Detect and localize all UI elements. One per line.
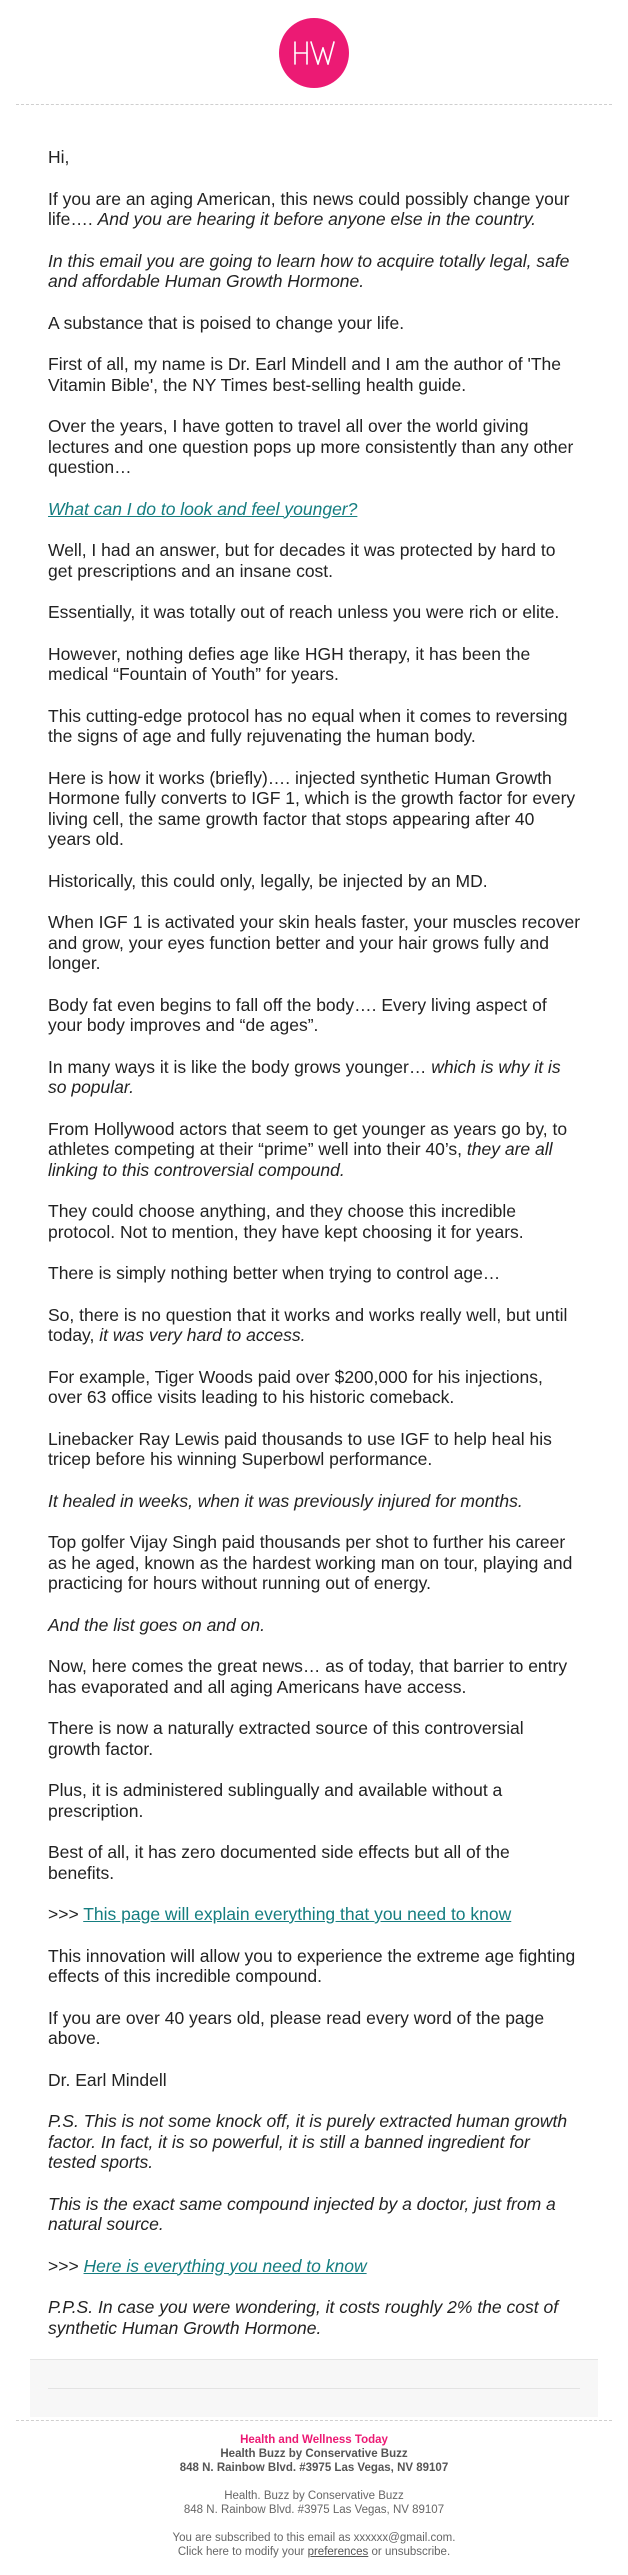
- emphasis-text: And the list goes on and on.: [48, 1614, 265, 1635]
- spacer: [16, 2475, 612, 2489]
- paragraph: This cutting-edge protocol has no equal when it comes to reversing the signs of age and fully rejuvenating the human body.: [48, 705, 568, 746]
- paragraph: [48, 1057, 580, 1098]
- paragraph: If you are over 40 years old, please read every word of the page above.: [48, 2007, 545, 2048]
- paragraph: [48, 1904, 580, 1925]
- paragraph: [48, 251, 580, 292]
- footer-spacer-box: [30, 2359, 598, 2417]
- text: If you are an aging American, this news could possibly change your life….: [48, 188, 570, 229]
- paragraph: Body fat even begins to fall off the body…. Every living aspect of your body improves and “de ages”.: [48, 994, 547, 1035]
- postscript: [48, 2194, 580, 2235]
- paragraph: There is now a naturally extracted source of this controversial growth factor.: [48, 1718, 524, 1759]
- unsubscribe-text[interactable]: unsubscribe.: [384, 2546, 451, 2558]
- paragraph: This innovation will allow you to experience the extreme age fighting effects of this incredible compound.: [48, 1945, 576, 1986]
- footer-address: 848 N. Rainbow Blvd. #3975 Las Vegas, NV 89107: [179, 2462, 449, 2474]
- divider: [48, 2388, 580, 2389]
- footer-address-secondary: 848 N. Rainbow Blvd. #3975 Las Vegas, NV 89107: [183, 2504, 445, 2516]
- link-text: Here is everything you need to know: [83, 2255, 367, 2276]
- paragraph: There is simply nothing better when trying to control age…: [48, 1263, 501, 1283]
- modify-line: [16, 2545, 612, 2559]
- emphasis-text: It healed in weeks, when it was previously injured for months.: [48, 1490, 523, 1511]
- post-postscript: [48, 2297, 580, 2338]
- text: From Hollywood actors that seem to get younger as years go by, to athletes competing at their “prime” well into their 40’s,: [48, 1118, 568, 1159]
- explain-everything-link[interactable]: This page will explain everything that you need to know: [83, 1904, 512, 1924]
- paragraph: A substance that is poised to change your life.: [48, 312, 405, 333]
- emphasis-text: In this email you are going to learn how to acquire totally legal, safe and affordable Human Growth Hormone.: [48, 250, 570, 291]
- paragraph: [48, 1119, 580, 1181]
- paragraph: For example, Tiger Woods paid over $200,000 for his injections, over 63 office visits leading to his historic comeback.: [48, 1366, 543, 1407]
- paragraph: When IGF 1 is activated your skin heals faster, your muscles recover and grow, your eyes function better and your hair grows fully and longer.: [48, 912, 581, 973]
- emphasis-text: This is the exact same compound injected by a doctor, just from a natural source.: [48, 2193, 556, 2234]
- footer-company: Health Buzz by Conservative Buzz: [220, 2448, 408, 2460]
- paragraph: [48, 2256, 580, 2277]
- look-younger-link[interactable]: What can I do to look and feel younger?: [48, 498, 358, 519]
- emphasis-text: And you are hearing it before anyone else in the country.: [97, 209, 537, 229]
- paragraph: Plus, it is administered sublingually and available without a prescription.: [48, 1780, 503, 1821]
- signature: Dr. Earl Mindell: [48, 2069, 167, 2090]
- preferences-link[interactable]: preferences: [307, 2546, 369, 2558]
- email-header: [16, 0, 612, 105]
- paragraph: However, nothing defies age like HGH therapy, it has been the medical “Fountain of Youth” for years.: [48, 643, 531, 684]
- email-body: [0, 105, 628, 2338]
- subscription-notice: You are subscribed to this email as xxxxxx@gmail.com.: [172, 2532, 456, 2544]
- paragraph: Here is how it works (briefly)…. injected synthetic Human Growth Hormone fully converts to IGF 1, which is the growth factor for every living cell, the same growth factor that stops appearing after 40 years old.: [48, 767, 576, 849]
- brand-logo[interactable]: [279, 18, 349, 88]
- paragraph: [48, 1491, 580, 1512]
- paragraph: Linebacker Ray Lewis paid thousands to use IGF to help heal his tricep before his winning Superbowl performance.: [48, 1428, 552, 1469]
- text: In many ways it is like the body grows younger…: [48, 1056, 432, 1077]
- text: or: [368, 2546, 385, 2558]
- greeting: Hi,: [48, 147, 70, 167]
- footer-brand-name: Health and Wellness Today: [240, 2434, 388, 2446]
- paragraph: Well, I had an answer, but for decades it was protected by hard to get prescriptions and an insane cost.: [48, 540, 556, 581]
- paragraph: [48, 189, 580, 230]
- paragraph: [48, 499, 580, 520]
- paragraph: Over the years, I have gotten to travel all over the world giving lectures and one question pops up more consistently than any other question…: [48, 416, 574, 477]
- emphasis-text: it was very hard to access.: [99, 1325, 306, 1345]
- paragraph: Essentially, it was totally out of reach unless you were rich or elite.: [48, 602, 560, 622]
- everything-you-need-link[interactable]: [84, 2256, 367, 2276]
- emphasis-text: which is why it is so popular.: [48, 1056, 561, 1097]
- emphasis-text: P.P.S. In case you were wondering, it costs roughly 2% the cost of synthetic Human Growth Hormone.: [48, 2297, 559, 2338]
- paragraph: Best of all, it has zero documented side effects but all of the benefits.: [48, 1842, 510, 1883]
- paragraph: Now, here comes the great news… as of today, that barrier to entry has evaporated and all aging Americans have access.: [48, 1656, 568, 1697]
- emphasis-text: P.S. This is not some knock off, it is purely extracted human growth factor. In fact, it is so powerful, it is still a banned ingredient for tested sports.: [48, 2111, 568, 2172]
- text: So, there is no question that it works and works really well, but until today,: [48, 1304, 568, 1345]
- emphasis-text: they are all linking to this controversial compound.: [48, 1139, 553, 1180]
- paragraph: First of all, my name is Dr. Earl Mindell and I am the author of 'The Vitamin Bible', the NY Times best-selling health guide.: [48, 354, 561, 395]
- paragraph: [48, 1615, 580, 1636]
- spacer: [16, 2517, 612, 2531]
- hw-logo-icon: [291, 38, 337, 68]
- arrow-text: >>>: [48, 1904, 84, 1924]
- paragraph: [48, 1305, 580, 1346]
- postscript: [48, 2111, 580, 2173]
- text: Click here to modify your: [177, 2546, 308, 2558]
- email-footer: [16, 2420, 612, 2559]
- arrow-text: >>>: [48, 2255, 84, 2276]
- footer-company-secondary: Health. Buzz by Conservative Buzz: [224, 2490, 404, 2502]
- paragraph: Top golfer Vijay Singh paid thousands per shot to further his career as he aged, known as the hardest working man on tour, playing and practicing for hours without running out of energy.: [48, 1532, 573, 1593]
- paragraph: Historically, this could only, legally, be injected by an MD.: [48, 870, 488, 891]
- paragraph: They could choose anything, and they choose this incredible protocol. Not to mention, they have kept choosing it for years.: [48, 1201, 524, 1242]
